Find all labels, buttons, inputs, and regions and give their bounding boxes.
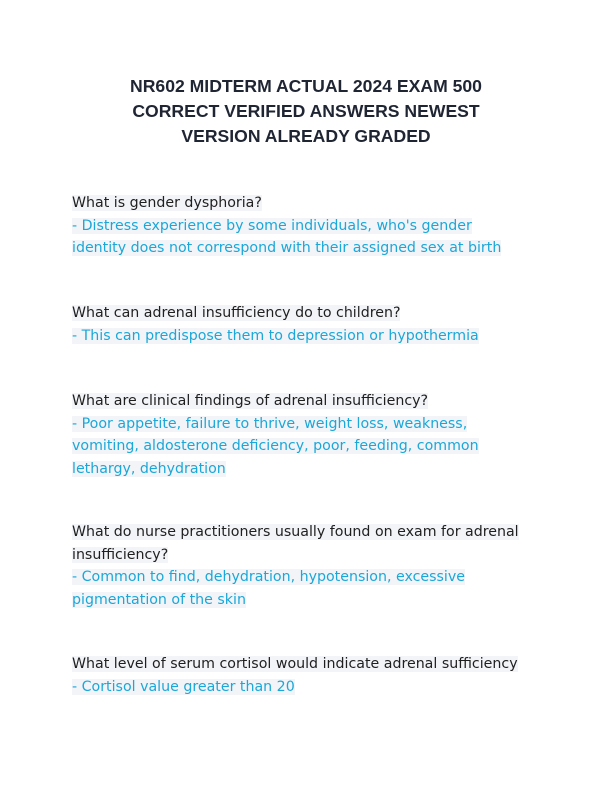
question — [72, 521, 542, 566]
answer-text: - Common to find, dehydration, hypotension, excessive — [72, 569, 465, 585]
answer-text: vomiting, aldosterone deficiency, poor, feeding, common — [72, 438, 479, 454]
answer — [72, 413, 542, 481]
question — [72, 302, 542, 325]
answer-line — [72, 325, 542, 348]
question-line — [72, 544, 542, 567]
question-text: insufficiency? — [72, 546, 169, 563]
qa-item — [72, 302, 542, 347]
answer — [72, 676, 542, 699]
question-line — [72, 521, 542, 544]
title-line: NR602 MIDTERM ACTUAL 2024 EXAM 500 — [130, 76, 482, 96]
question — [72, 390, 542, 413]
qa-item — [72, 653, 542, 698]
qa-item — [72, 521, 542, 611]
answer-line — [72, 435, 542, 458]
question — [72, 653, 542, 676]
answer-line — [72, 676, 542, 699]
answer-line — [72, 589, 542, 612]
answer-text: pigmentation of the skin — [72, 591, 246, 608]
answer-line — [72, 413, 542, 436]
answer-text: - Cortisol value greater than 20 — [72, 678, 295, 695]
question-text: What level of serum cortisol would indicate adrenal sufficiency — [72, 656, 518, 672]
question-line — [72, 302, 542, 325]
qa-item — [72, 390, 542, 480]
title-line: CORRECT VERIFIED ANSWERS NEWEST — [132, 101, 480, 121]
answer-text: - Poor appetite, failure to thrive, weight loss, weakness, — [72, 415, 468, 432]
answer — [72, 215, 542, 260]
question — [72, 192, 542, 215]
answer — [72, 325, 542, 348]
question-text: What can adrenal insufficiency do to children? — [72, 305, 401, 321]
answer — [72, 566, 542, 611]
answer-text: - Distress experience by some individuals, who's gender — [72, 217, 472, 234]
question-text: What are clinical findings of adrenal insufficiency? — [72, 393, 429, 409]
answer-text: lethargy, dehydration — [72, 460, 226, 477]
document-title — [60, 74, 552, 149]
qa-item — [72, 192, 542, 260]
answer-line — [72, 566, 542, 589]
question-line — [72, 653, 542, 676]
answer-text: - This can predispose them to depression or hypothermia — [72, 327, 479, 344]
answer-line — [72, 237, 542, 260]
question-line — [72, 390, 542, 413]
title-line: VERSION ALREADY GRADED — [181, 126, 431, 146]
question-line — [72, 192, 542, 215]
answer-line — [72, 458, 542, 481]
question-text: What do nurse practitioners usually found on exam for adrenal — [72, 524, 519, 540]
answer-line — [72, 215, 542, 238]
answer-text: identity does not correspond with their assigned sex at birth — [72, 240, 502, 256]
question-text: What is gender dysphoria? — [72, 195, 262, 211]
